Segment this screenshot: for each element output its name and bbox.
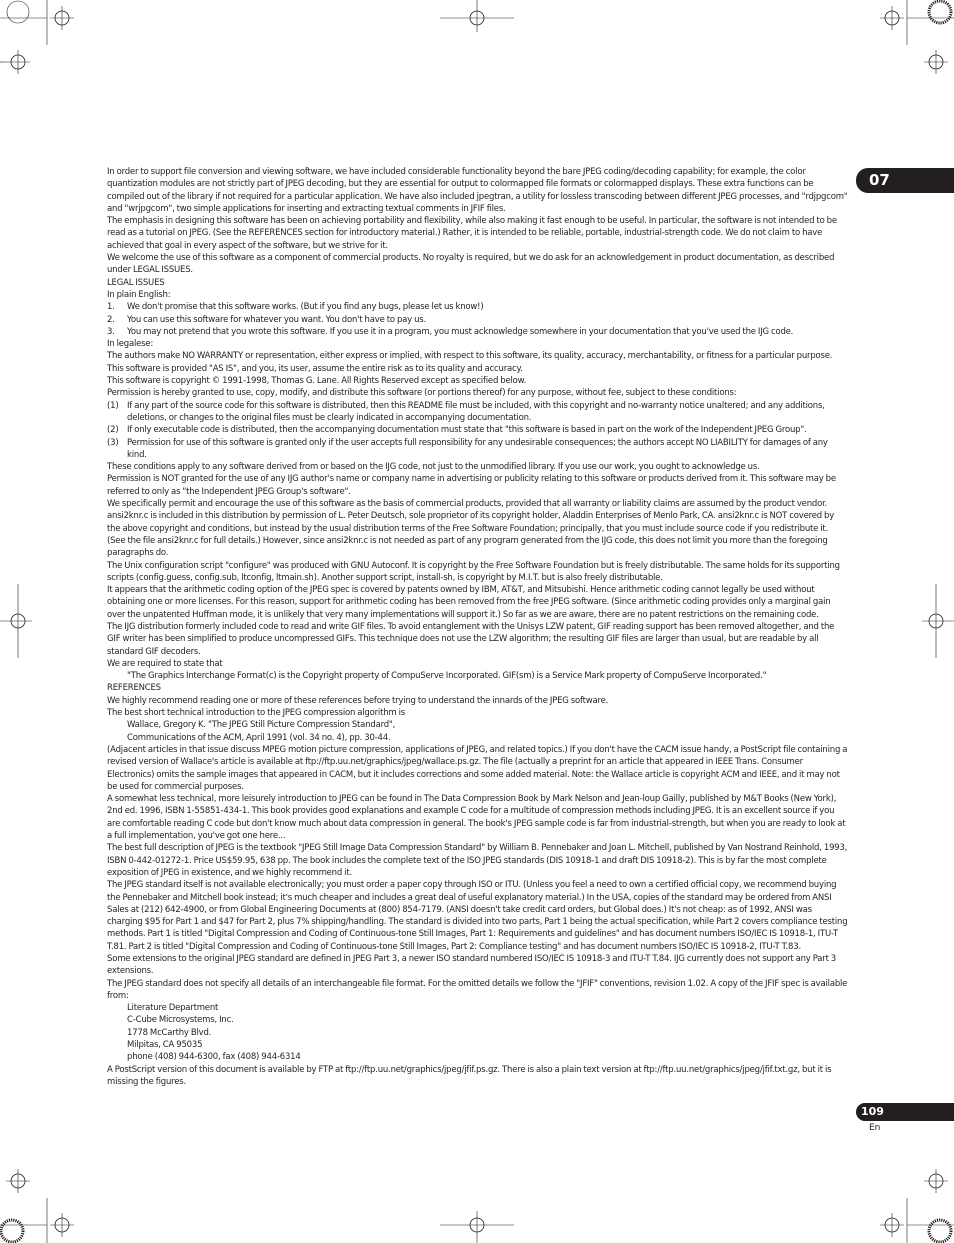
crosshair-bottom-right-2 [924, 1169, 948, 1193]
paragraph: It appears that the arithmetic coding option of the JPEG spec is covered by patents owned by IBM, AT&T, and Mitsubishi. Hence arithmetic coding cannot legally be used without obtaining one or more licenses. For this reason, support for arithmetic coding has been removed from the free JPEG software. (Since arithmetic coding provides only a marginal gain over the unpatented Huffman mode, it is unlikely that very many implementations will support it.) So far as we are aware, there are no patent restrictions on the remaining code. [107, 585, 831, 620]
paragraph: The emphasis in designing this software has been on achieving portability and flexibility, while also making it fast enough to be useful. In particular, the software is not intended to be read as a tutorial on JPEG. (See the REFERENCES section for introductory material.) Rather, it is intended to be reliable, portable, industrial-strength code. We do not claim to have achieved that goal in every aspect of the software, but we strive for it. [107, 216, 837, 251]
list-item: 3. You may not pretend that you wrote this software. If you use it in a program, you must acknowledge somewhere in your documentation that you've used the IJG code. [107, 326, 794, 337]
crosshair-top-left [6, 50, 30, 74]
paragraph: The Unix configuration script "configure" was produced with GNU Autoconf. It is copyright by the Free Software Foundation but is freely distributable. The same holds for its supporting scripts (config.guess, config.sub, ltconfig, ltmain.sh). Another support script, install-sh, is copyright by M.I.T. but is also freely distributable. [107, 560, 840, 583]
paragraph: ansi2knr.c is included in this distribution by permission of L. Peter Deutsch, sole proprietor of its copyright holder, Aladdin Enterprises of Menlo Park, CA. ansi2knr.c is NOT covered by the above copyright and conditions, but instead by the usual distribution terms of the Free Software Foundation; principally, that you must include source code if you redistribute it. (See the file ansi2knr.c for full details.) However, since ansi2knr.c is not needed as part of any program generated from the IJG code, this does not limit you more than the foregoing paragraphs do. [107, 511, 835, 559]
address-block [107, 1002, 848, 1063]
list-item: (3) Permission for use of this software is granted only if the user accepts full responsibility for any undesirable consequences; the authors accept NO LIABILITY for damages of any kind. [107, 437, 828, 460]
crosshair-bottom-left [6, 1169, 30, 1193]
conditions-list [107, 400, 848, 461]
paragraph: We highly recommend reading one or more of these references before trying to understand the innards of the JPEG software. [107, 695, 609, 706]
paragraph: The IJG distribution formerly included code to read and write GIF files. To avoid entanglement with the Unisys LZW patent, GIF reading support has been removed altogether, and the GIF writer has been simplified to produce uncompressed GIFs. This technique does not use the LZW algorithm; the resulting GIF files are larger than usual, but are readable by all standard GIF decoders. [107, 621, 835, 657]
list-item: 2. You can use this software for whatever you want. You don't have to pay us. [107, 314, 427, 325]
paragraph: In legalese: [107, 339, 154, 350]
crosshair-top-left-2 [50, 6, 74, 30]
crosshair-bottom-center [440, 1211, 514, 1243]
crosshair-mid-left [0, 584, 32, 658]
paragraph: In order to support file conversion and viewing software, we have included considerable functionality beyond the bare JPEG coding/decoding capability; for example, the color quantization modules are not strictly part of JPEG decoding, but they are essential for output to colormapped file formats or colormapped displays. These extra functions can be compiled out of the library if not required for a particular application. We have also included jpegtran, a utility for lossless transcoding between different JPEG processes, and "rdjpgcom" and "wrjpgcom", two simple applications for inserting and extracting textual comments in JFIF files. [107, 167, 848, 214]
paragraph: The best full description of JPEG is the textbook "JPEG Still Image Data Compression Standard" by William B. Pennebaker and Joan L. Mitchell, published by Van Nostrand Reinhold, 1993, ISBN 0-442-01272-1. Price US$59.95, 638 pp. The book includes the complete text of the ISO JPEG standards (DIS 10918-1 and draft DIS 10918-2). This is by far the most complete exposition of JPEG in existence, and we highly recommend it. [107, 843, 848, 878]
paragraph: This software is copyright © 1991-1998, Thomas G. Lane. All Rights Reserved except as specified below. [107, 376, 527, 387]
document-body [107, 166, 848, 1088]
chapter-number: 07 [869, 171, 890, 189]
page-number-tab [856, 1103, 954, 1121]
address-line: Milpitas, CA 95035 [127, 1040, 203, 1051]
paragraph: Some extensions to the original JPEG standard are defined in JPEG Part 3, a newer ISO standard numbered ISO/IEC IS 10918-3 and ITU-T T.84. IJG currently does not support any Part 3 extensions. [107, 954, 837, 977]
reference-line: Communications of the ACM, April 1991 (vol. 34 no. 4), pp. 30-44. [127, 732, 391, 743]
list-item: (2) If only executable code is distributed, then the accompanying documentation must state that "this software is based in part on the work of the Independent JPEG Group". [107, 425, 807, 436]
paragraph: We welcome the use of this software as a component of commercial products. No royalty is required, but we do ask for an acknowledgement in product documentation, as described under LEGAL ISSUES. [107, 253, 835, 276]
crosshair-bottom-right [880, 1213, 904, 1237]
section-heading-references: REFERENCES [107, 683, 161, 694]
crosshair-mid-right [922, 584, 954, 658]
reference-line: Wallace, Gregory K. "The JPEG Still Picture Compression Standard", [127, 720, 396, 731]
page-number: 109 [861, 1105, 884, 1118]
paragraph: We specifically permit and encourage the use of this software as the basis of commercial products, provided that all warranty or liability claims are assumed by the product vendor. [107, 499, 828, 510]
list-item: (1) If any part of the source code for this software is distributed, then this README file must be included, with this copyright and no-warranty notice unaltered; and any additions, deletions, or changes to the original files must be clearly indicated in accompanying documentation. [107, 400, 825, 423]
crosshair-top-center [440, 0, 514, 32]
paragraph: The authors make NO WARRANTY or representation, either express or implied, with respect to this software, its quality, accuracy, merchantability, or fitness for a particular purpose. This software is provided "AS IS", and you, its user, assume the entire risk as to its quality and accuracy. [107, 351, 833, 374]
paragraph: The best short technical introduction to the JPEG compression algorithm is [107, 708, 405, 719]
address-line: C-Cube Microsystems, Inc. [127, 1015, 234, 1026]
paragraph: In plain English: [107, 289, 171, 300]
section-heading-legal: LEGAL ISSUES [107, 277, 165, 288]
list-item: 1. We don't promise that this software works. (But if you find any bugs, please let us know!) [107, 302, 484, 313]
paragraph: A PostScript version of this document is available by FTP at ftp://ftp.uu.net/graphics/jpeg/jfif.ps.gz. There is also a plain text version at ftp://ftp.uu.net/graphics/jpeg/jfif.txt.gz, but it is missing the figures. [107, 1064, 832, 1087]
paragraph: The JPEG standard itself is not available electronically; you must order a paper copy through ISO or ITU. (Unless you feel a need to own a certified official copy, we recommend buying the Pennebaker and Mitchell book instead; it's much cheaper and includes a great deal of useful explanatory material.) In the USA, copies of the standard may be ordered from ANSI Sales at (212) 642-4900, or from Global Engineering Documents at (800) 854-7179. (ANSI doesn't take credit card orders, but Global does.) It's not cheap: as of 1992, ANSI was charging $95 for Part 1 and $47 for Part 2, plus 7% shipping/handling. The standard is divided into two parts, Part 1 being the actual specification, while Part 2 covers compliance testing methods. Part 1 is titled "Digital Compression and Coding of Continuous-tone Still Images, Part 1: Requirements and guidelines" and has document numbers ISO/IEC IS 10918-1, ITU-T T.81. Part 2 is titled "Digital Compression and Coding of Continuous-tone Still Images, Part 2: Compliance testing" and has document numbers ISO/IEC IS 10918-2, ITU-T T.83. [107, 880, 848, 952]
paragraph: Permission is hereby granted to use, copy, modify, and distribute this software (or portions thereof) for any purpose, without fee, subject to these conditions: [107, 388, 737, 399]
language-label: En [869, 1123, 881, 1133]
paragraph: We are required to state that [107, 658, 223, 669]
plain-english-list [107, 301, 848, 338]
address-line: 1778 McCarthy Blvd. [127, 1027, 212, 1038]
paragraph: Permission is NOT granted for the use of any IJG author's name or company name in advertising or publicity relating to this software or products derived from it. This software may be referred to only as "the Independent JPEG Group's software". [107, 474, 836, 497]
paragraph: These conditions apply to any software derived from or based on the IJG code, not just to the unmodified library. If you use our work, you ought to acknowledge us. [107, 462, 760, 473]
paragraph: A somewhat less technical, more leisurely introduction to JPEG can be found in The Data Compression Book by Mark Nelson and Jean-loup Gailly, published by M&T Books (New York), 2nd ed. 1996, ISBN 1-55851-434-1. This book provides good explanations and example C code for a multitude of compression methods including JPEG. It is an excellent source if you are comfortable reading C code but don't know much about data compression in general. The book's JPEG sample code is far from industrial-strength, but when you are ready to look at a full implementation, you've got one here... [107, 794, 846, 842]
paragraph: (Adjacent articles in that issue discuss MPEG motion picture compression, applications of JPEG, and related topics.) If you don't have the CACM issue handy, a PostScript file containing a revised version of Wallace's article is available at ftp://ftp.uu.net/graphics/jpeg/wallace.ps.gz. The file (actually a preprint for an article that appeared in IEEE Trans. Consumer Electronics) omits the sample images that appeared in CACM, but it includes corrections and some added material. Note: the Wallace article is copyright ACM and IEEE, and it may not be used for commercial purposes. [107, 744, 848, 792]
crosshair-bottom-left-2 [50, 1213, 74, 1237]
quote: "The Graphics Interchange Format(c) is the Copyright property of CompuServe Incorporated. GIF(sm) is a Service Mark property of CompuServe Incorporated." [127, 671, 767, 682]
paragraph: The JPEG standard does not specify all details of an interchangeable file format. For the omitted details we follow the "JFIF" conventions, revision 1.02. A copy of the JFIF spec is available from: [107, 978, 848, 1001]
address-line: Literature Department [127, 1003, 219, 1014]
crosshair-top-right-2 [924, 50, 948, 74]
chapter-tab [856, 168, 954, 193]
crosshair-top-right [880, 6, 904, 30]
address-line: phone (408) 944-6300, fax (408) 944-6314 [127, 1052, 301, 1063]
